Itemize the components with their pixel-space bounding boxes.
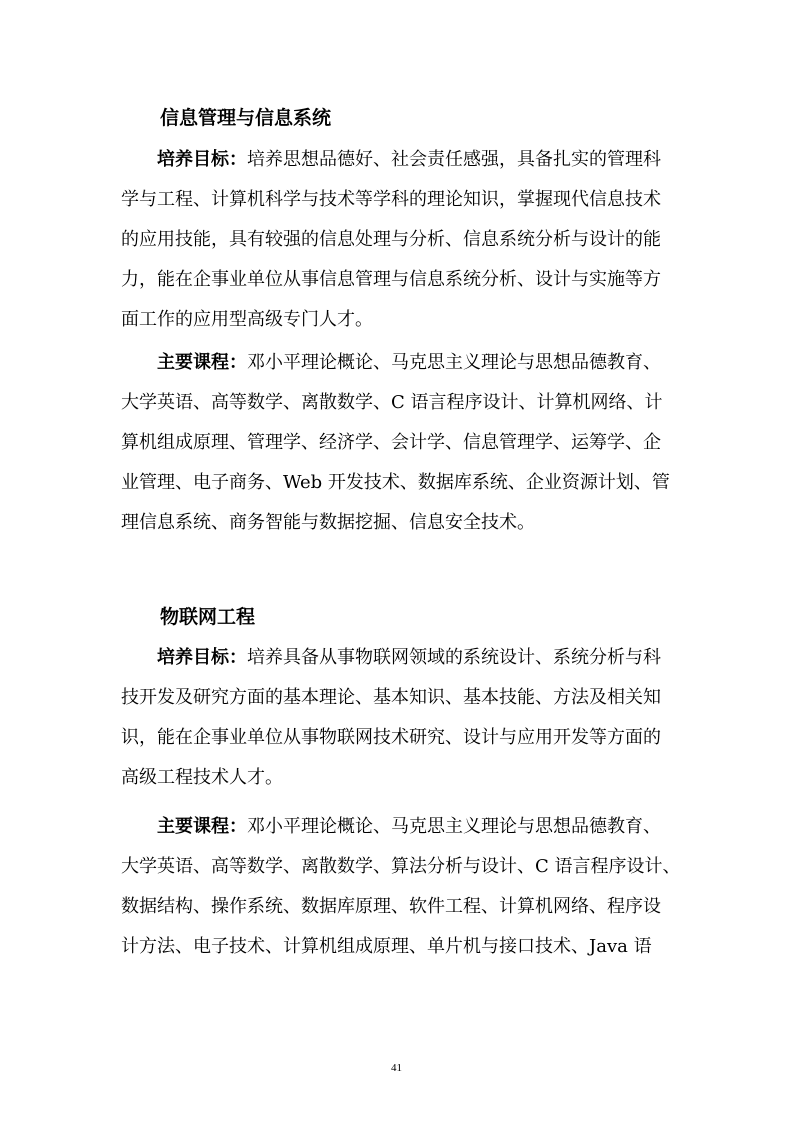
paragraph-line: 培养目标：培养具备从事物联网领域的系统设计、系统分析与科 xyxy=(157,647,661,668)
paragraph-line: 数据结构、操作系统、数据库原理、软件工程、计算机网络、程序设 xyxy=(121,896,661,917)
main-courses-label: 主要课程： xyxy=(157,352,247,373)
paragraph-line: 主要课程：邓小平理论概论、马克思主义理论与思想品德教育、 xyxy=(157,352,661,373)
paragraph-line: 面工作的应用型高级专门人才。 xyxy=(121,309,373,330)
paragraph-line: 理信息系统、商务智能与数据挖掘、信息安全技术。 xyxy=(121,512,535,533)
main-courses-paragraph xyxy=(121,343,681,543)
paragraph-line: 业管理、电子商务、Web 开发技术、数据库系统、企业资源计划、管 xyxy=(121,472,670,493)
training-goal-label: 培养目标： xyxy=(157,647,247,668)
paragraph-line: 识，能在企事业单位从事物联网技术研究、设计与应用开发等方面的 xyxy=(121,727,661,748)
main-courses-label: 主要课程： xyxy=(157,816,247,837)
paragraph-line: 算机组成原理、管理学、经济学、会计学、信息管理学、运筹学、企 xyxy=(121,432,661,453)
paragraph-line: 大学英语、高等数学、离散数学、C 语言程序设计、计算机网络、计 xyxy=(121,392,663,413)
training-goal-paragraph xyxy=(121,140,681,340)
paragraph-line: 学与工程、计算机科学与技术等学科的理论知识，掌握现代信息技术 xyxy=(121,189,661,210)
paragraph-line: 的应用技能，具有较强的信息处理与分析、信息系统分析与设计的能 xyxy=(121,229,661,250)
main-courses-paragraph xyxy=(121,807,681,967)
paragraph-line: 技开发及研究方面的基本理论、基本知识、基本技能、方法及相关知 xyxy=(121,687,661,708)
paragraph-line: 主要课程：邓小平理论概论、马克思主义理论与思想品德教育、 xyxy=(157,816,661,837)
training-goal-paragraph xyxy=(121,638,681,798)
section-title-information-management: 信息管理与信息系统 xyxy=(160,107,332,129)
paragraph-line: 培养目标：培养思想品德好、社会责任感强，具备扎实的管理科 xyxy=(157,149,661,170)
paragraph-line: 大学英语、高等数学、离散数学、算法分析与设计、C 语言程序设计、 xyxy=(121,856,681,877)
paragraph-line: 计方法、电子技术、计算机组成原理、单片机与接口技术、Java 语 xyxy=(121,936,652,957)
page-number: 41 xyxy=(391,1062,402,1074)
paragraph-line: 力，能在企事业单位从事信息管理与信息系统分析、设计与实施等方 xyxy=(121,269,661,290)
training-goal-label: 培养目标： xyxy=(157,149,247,170)
section-title-iot-engineering: 物联网工程 xyxy=(160,606,256,628)
paragraph-line: 高级工程技术人才。 xyxy=(121,767,283,788)
